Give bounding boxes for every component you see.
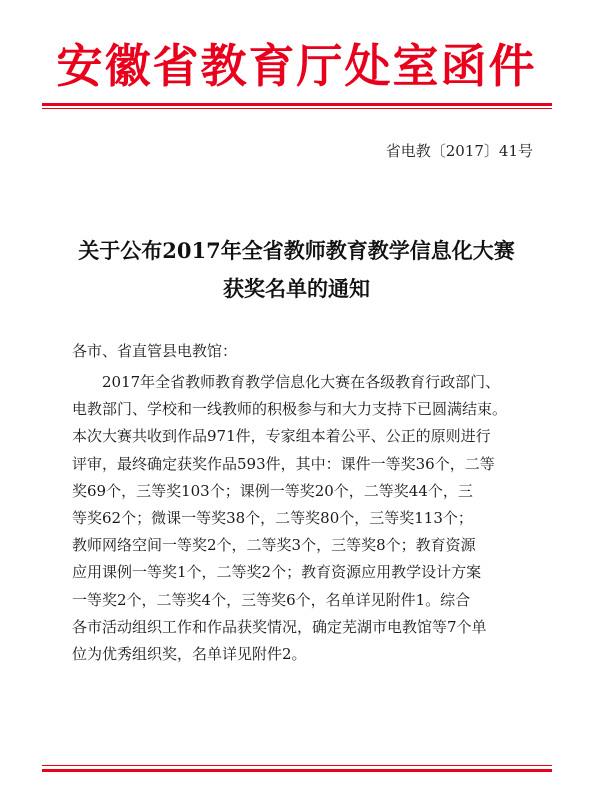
body-line: 应用课例一等奖1个，二等奖2个；教育资源应用教学设计方案: [72, 563, 482, 582]
salutation: 各市、省直管县电教馆：: [72, 342, 238, 360]
body-line: 各市活动组织工作和作品获奖情况，确定芜湖市电教馆等7个单: [72, 617, 487, 636]
footer-rule-thick: [42, 769, 552, 772]
notice-title: [0, 232, 593, 308]
body-line: 电教部门、学校和一线教师的积极参与和大力支持下已圆满结束。: [72, 400, 508, 419]
body-line: 奖69个，三等奖103个；课例一等奖20个，二等奖44个，三: [72, 481, 473, 500]
body-line: 教师网络空间一等奖2个，二等奖3个，三等奖8个；教育资源: [72, 536, 476, 555]
masthead-rule-thin: [42, 108, 552, 109]
footer-rule-thin: [42, 765, 552, 766]
notice-title-line-1: 关于公布2017年全省教师教育教学信息化大赛: [78, 238, 515, 263]
body-line: 评审，最终确定获奖作品593件，其中：课件一等奖36个，二等: [72, 454, 495, 473]
masthead-rule-thick: [42, 103, 552, 106]
body-line: 本次大赛共收到作品971件，专家组本着公平、公正的原则进行: [72, 427, 491, 446]
document-number: 省电教〔2017〕41号: [385, 142, 533, 160]
body-line: 等奖62个；微课一等奖38个，二等奖80个，三等奖113个；: [72, 508, 473, 527]
notice-title-line-2: 获奖名单的通知: [223, 276, 370, 301]
body-line: 位为优秀组织奖，名单详见附件2。: [72, 644, 307, 663]
body-paragraph: [72, 369, 542, 668]
body-line: 2017年全省教师教育教学信息化大赛在各级教育行政部门、: [102, 373, 501, 391]
masthead-title: 安徽省教育厅处室函件: [56, 39, 537, 93]
body-line: 一等奖2个，二等奖4个，三等奖6个，名单详见附件1。综合: [72, 590, 471, 609]
